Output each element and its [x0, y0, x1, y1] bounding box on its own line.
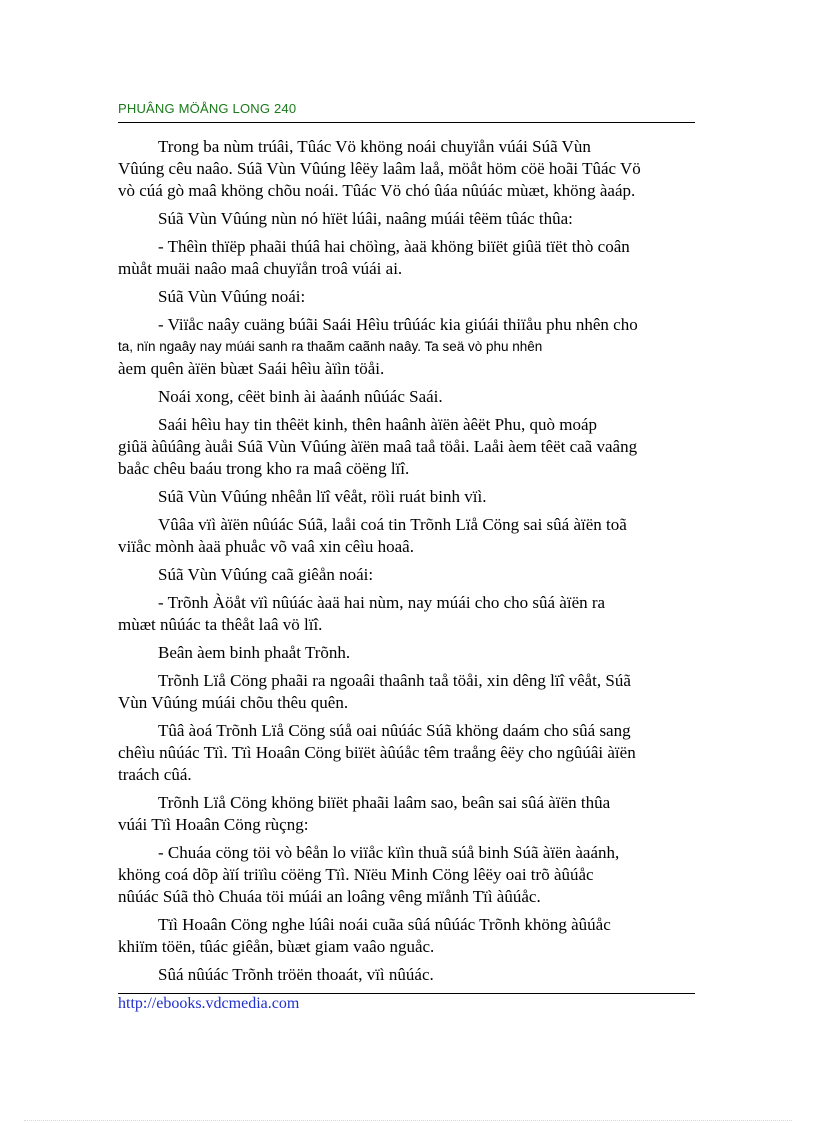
- paragraph: [118, 592, 708, 636]
- text-line: Trõnh Lïå Cöng phaãi ra ngoaâi thaânh taå töåi, xin dêng lïî vêåt, Súã: [158, 671, 631, 690]
- paragraph: [118, 792, 708, 836]
- text-line: giûä àûúâng àuåi Súã Vùn Vûúng àïën maâ taå töåi. Laåi àem têët caã vaâng: [118, 437, 638, 456]
- paragraph: [118, 236, 708, 280]
- footer-divider: [118, 993, 695, 994]
- paragraph: [118, 386, 708, 408]
- paragraph: [118, 414, 708, 480]
- paragraph: [118, 842, 708, 908]
- paragraph: [118, 514, 708, 558]
- text-line-small: ta, nïn ngaây nay múái sanh ra thaãm caãnh naây. Ta seä vò phu nhên: [118, 339, 543, 354]
- text-line: khöng coá dõp àïí triïìu cöëng Tïì. Nïëu Minh Cöng lêëy oai trõ àûúåc: [118, 865, 594, 884]
- text-line: Noái xong, cêët binh ài àaánh nûúác Saái.: [158, 387, 443, 406]
- text-line: - Viïåc naây cuäng búãi Saái Hêìu trûúác kia giúái thiïåu phu nhên cho: [158, 315, 638, 334]
- paragraph: [118, 564, 708, 586]
- paragraph: [118, 314, 708, 380]
- text-line: Súã Vùn Vûúng noái:: [158, 287, 306, 306]
- paragraph: [118, 136, 708, 202]
- text-line: mùæt nûúác ta thêåt laâ vö lïî.: [118, 615, 323, 634]
- paragraph: [118, 208, 708, 230]
- text-line: àem quên àïën bùæt Saái hêìu àïìn töåi.: [118, 359, 385, 378]
- paragraph: [118, 486, 708, 508]
- text-line: Súã Vùn Vûúng caã giêån noái:: [158, 565, 374, 584]
- text-line: - Chuáa cöng töi vò bêån lo viïåc kïìn thuã súå binh Súã àïën àaánh,: [158, 843, 620, 862]
- text-line: Vùn Vûúng múái chõu thêu quên.: [118, 693, 349, 712]
- text-line: vúái Tïì Hoaân Cöng rùçng:: [118, 815, 309, 834]
- text-line: - Thêìn thïëp phaãi thúâ hai chöìng, àaä khöng biïët giûä tïët thò coân: [158, 237, 630, 256]
- text-line: baåc chêu baáu trong kho ra maâ cöëng lïî.: [118, 459, 410, 478]
- text-line: traách cûá.: [118, 765, 192, 784]
- header-divider: [118, 122, 695, 123]
- text-line: - Trõnh Àöåt vïì nûúác àaä hai nùm, nay múái cho cho sûá àïën ra: [158, 593, 606, 612]
- text-line: Tïì Hoaân Cöng nghe lúâi noái cuãa sûá nûúác Trõnh khöng àûúåc: [158, 915, 611, 934]
- text-line: Saái hêìu hay tin thêët kinh, thên haânh àïën àêët Phu, quò moáp: [158, 415, 598, 434]
- text-line: khiïm töën, tûác giêån, bùæt giam vaâo nguåc.: [118, 937, 435, 956]
- text-line: nûúác Súã thò Chuáa töi múái an loâng vêng mïånh Tïì àûúåc.: [118, 887, 541, 906]
- page-header: PHUÂNG MÖÅNG LONG 240: [118, 101, 297, 116]
- paragraph: [118, 964, 708, 986]
- paragraph: [118, 642, 708, 664]
- body-text: [118, 136, 708, 992]
- text-line: chêìu nûúác Tïì. Tïì Hoaân Cöng biïët àûúåc têm traång êëy cho ngûúâi àïën: [118, 743, 636, 762]
- text-line: Súã Vùn Vûúng nhêån lïî vêåt, röìi ruát binh vïì.: [158, 487, 487, 506]
- footer-link[interactable]: http://ebooks.vdcmedia.com: [118, 995, 300, 1012]
- paragraph: [118, 914, 708, 958]
- text-line: viïåc mònh àaä phuåc võ vaâ xin cêìu hoaâ.: [118, 537, 414, 556]
- text-line: Súã Vùn Vûúng nùn nó hïët lúâi, naâng múái têëm tûác thûa:: [158, 209, 573, 228]
- text-line: Tûâ àoá Trõnh Lïå Cöng súå oai nûúác Súã khöng daám cho sûá sang: [158, 721, 631, 740]
- paragraph: [118, 286, 708, 308]
- paragraph: [118, 670, 708, 714]
- text-line: Vûúng cêu naâo. Súã Vùn Vûúng lêëy laâm laå, möåt höm cöë hoãi Tûác Vö: [118, 159, 641, 178]
- text-line: Beân àem binh phaåt Trõnh.: [158, 643, 351, 662]
- page-edge-dotted-line: [24, 1120, 792, 1121]
- text-line: Trõnh Lïå Cöng khöng biïët phaãi laâm sao, beân sai sûá àïën thûa: [158, 793, 611, 812]
- text-line: Sûá nûúác Trõnh tröën thoaát, vïì nûúác.: [158, 965, 434, 984]
- text-line: Trong ba nùm trúâi, Tûác Vö khöng noái chuyïån vúái Súã Vùn: [158, 137, 591, 156]
- paragraph: [118, 720, 708, 786]
- text-line: vò cúá gò maâ khöng chõu noái. Tûác Vö chó ûáa nûúác mùæt, khöng àaáp.: [118, 181, 636, 200]
- text-line: Vûâa vïì àïën nûúác Súã, laåi coá tin Trõnh Lïå Cöng sai sûá àïën toã: [158, 515, 627, 534]
- text-line: mùåt muäi naâo maâ chuyïån troâ vúái ai.: [118, 259, 403, 278]
